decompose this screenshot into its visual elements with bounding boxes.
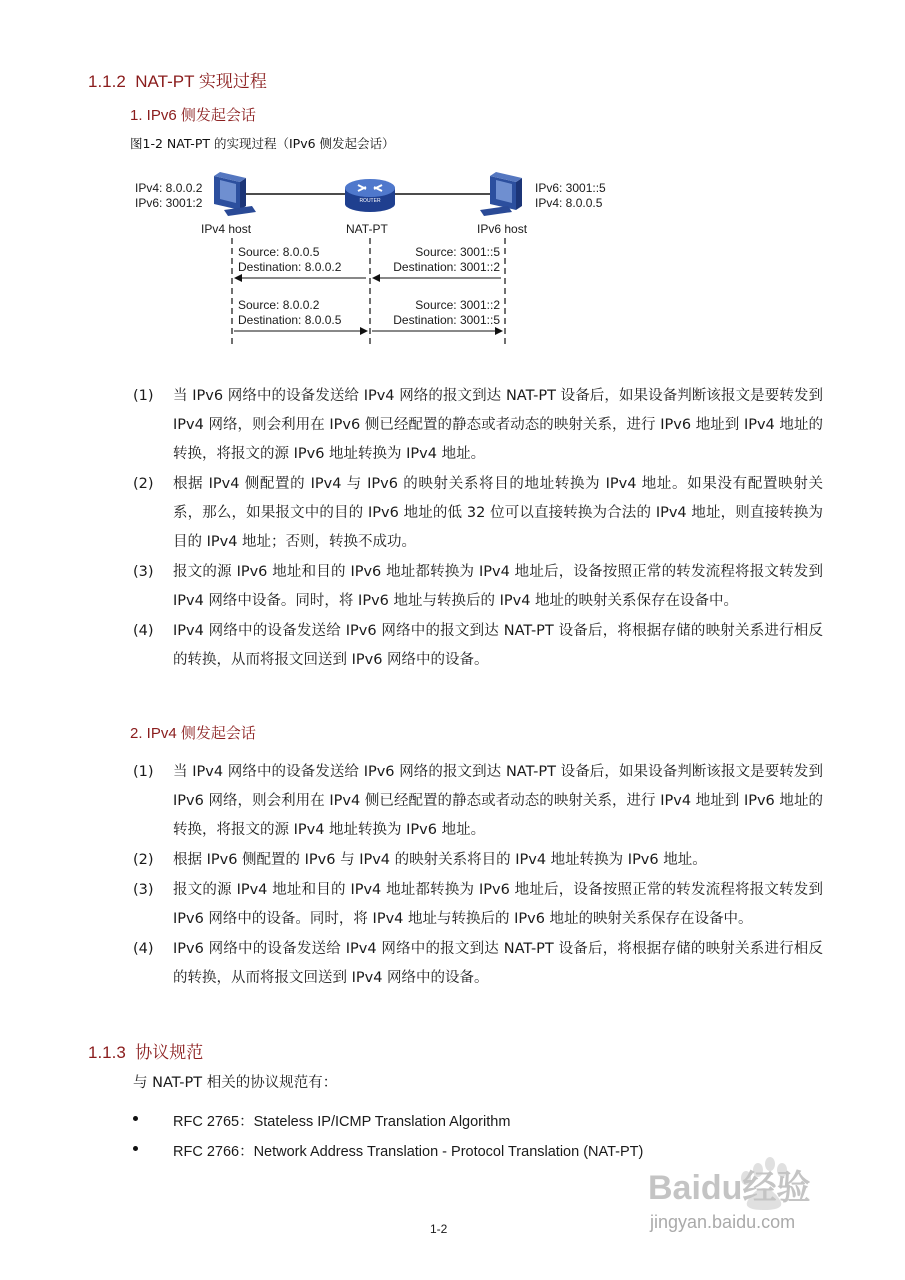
watermark-url: jingyan.baidu.com <box>650 1212 796 1232</box>
section-heading-specs <box>88 1038 203 1063</box>
right-host-addr-1: IPv6: 3001::5 <box>535 181 606 195</box>
list-item <box>133 382 823 469</box>
item-text: IPv4 网络中的设备发送给 IPv6 网络中的报文到达 NAT-PT 设备后，将根据存储的映射关系进行相反的转换，从而将报文回送到 IPv6 网络中的设备。 <box>173 623 823 668</box>
item-text: 根据 IPv6 侧配置的 IPv6 与 IPv4 的映射关系将目的 IPv4 地址转换为 IPv6 地址。 <box>173 852 707 868</box>
list-item <box>133 935 823 993</box>
item-text: 当 IPv6 网络中的设备发送给 IPv4 网络的报文到达 NAT-PT 设备后，如果设备判断该报文是要转发到 IPv4 网络，则会利用在 IPv6 侧已经配置的静态或者动态的映射关系，进行 IPv6 地址到 IPv4 地址的转换，将报文的源 IPv6 地址转换为 IPv4 地址。 <box>173 388 823 462</box>
section-number: 1.1.2 <box>88 72 126 91</box>
router-badge: ROUTER <box>359 198 381 204</box>
flow2-right-label <box>390 298 500 328</box>
item-text: 报文的源 IPv4 地址和目的 IPv4 地址都转换为 IPv6 地址后，设备按照正常的转发流程将报文转发到 IPv6 网络中的设备。同时，将 IPv4 地址与转换后的 IPv6 地址的映射关系保存在设备中。 <box>173 882 823 927</box>
spec-text: RFC 2765：Stateless IP/ICMP Translation Algorithm <box>173 1114 511 1130</box>
left-host-addr-1: IPv4: 8.0.0.2 <box>135 181 203 195</box>
router-icon <box>345 179 395 212</box>
flow2-left-destination: Destination: 8.0.0.5 <box>238 313 342 327</box>
right-host-label: IPv6 host <box>477 222 528 236</box>
ipv6-initiated-steps <box>133 382 823 676</box>
item-text: 根据 IPv4 侧配置的 IPv4 与 IPv6 的映射关系将目的地址转换为 IPv4 地址。如果没有配置映射关系，那么，如果报文中的目的 IPv6 地址的低 32 位可以直接转换为合法的 IPv4 地址，则直接转换为目的 IPv4 地址；否则，转换不成功。 <box>173 476 823 550</box>
bullet-dot <box>133 1146 138 1151</box>
section-title: 协议规范 <box>135 1043 204 1062</box>
subsection-heading-ipv6: 1. IPv6 侧发起会话 <box>130 107 256 124</box>
flow2-left-source: Source: 8.0.0.2 <box>238 298 320 312</box>
spec-intro: 与 NAT-PT 相关的协议规范有： <box>133 1075 338 1091</box>
right-host-addr-2: IPv4: 8.0.0.5 <box>535 196 603 210</box>
list-item <box>133 876 823 934</box>
item-text: IPv6 网络中的设备发送给 IPv4 网络中的报文到达 NAT-PT 设备后，将根据存储的映射关系进行相反的转换，从而将报文回送到 IPv4 网络中的设备。 <box>173 941 823 986</box>
flow2-right-destination: Destination: 3001::5 <box>393 313 500 327</box>
list-item <box>133 758 823 845</box>
flow1-left-label <box>238 245 341 275</box>
item-number: (2) <box>133 852 154 868</box>
left-host-addr-2: IPv6: 3001:2 <box>135 196 203 210</box>
item-number: (4) <box>133 623 154 639</box>
flow1-left-destination: Destination: 8.0.0.2 <box>238 260 342 274</box>
list-item <box>133 558 823 616</box>
section-number: 1.1.3 <box>88 1043 126 1062</box>
item-number: (4) <box>133 941 154 957</box>
list-item <box>133 617 823 675</box>
flow1-right-label <box>390 245 500 275</box>
router-label: NAT-PT <box>346 222 388 236</box>
left-host-address <box>135 181 202 211</box>
flow1-right-source: Source: 3001::5 <box>415 245 500 259</box>
item-number: (3) <box>133 882 154 898</box>
page-number: 1-2 <box>430 1222 448 1236</box>
item-text: 当 IPv4 网络中的设备发送给 IPv6 网络的报文到达 NAT-PT 设备后，如果设备判断该报文是要转发到 IPv6 网络，则会利用在 IPv4 侧已经配置的静态或者动态的映射关系，进行 IPv4 地址到 IPv6 地址的转换，将报文的源 IPv4 地址转换为 IPv6 地址。 <box>173 764 823 838</box>
item-text: 报文的源 IPv6 地址和目的 IPv6 地址都转换为 IPv4 地址后，设备按照正常的转发流程将报文转发到 IPv4 网络中设备。同时，将 IPv6 地址与转换后的 IPv4 地址的映射关系保存在设备中。 <box>173 564 823 609</box>
flow2-right-source: Source: 3001::2 <box>415 298 500 312</box>
list-item <box>133 846 823 875</box>
subsection-heading-ipv4: 2. IPv4 侧发起会话 <box>130 725 256 742</box>
spec-text: RFC 2766：Network Address Translation - Protocol Translation (NAT-PT) <box>173 1144 644 1160</box>
figure-caption: 图1-2 NAT-PT 的实现过程（IPv6 侧发起会话） <box>130 136 395 151</box>
list-item <box>133 470 823 557</box>
section-title: NAT-PT 实现过程 <box>135 72 267 91</box>
flow2-left-label <box>238 298 341 328</box>
ipv4-initiated-steps <box>133 758 823 994</box>
item-number: (1) <box>133 764 154 780</box>
item-number: (1) <box>133 388 154 404</box>
flow1-left-source: Source: 8.0.0.5 <box>238 245 320 259</box>
flow1-right-destination: Destination: 3001::2 <box>393 260 500 274</box>
right-host-address <box>535 181 606 211</box>
bullet-dot <box>133 1116 138 1121</box>
left-host-label: IPv4 host <box>201 222 252 236</box>
item-number: (2) <box>133 476 154 492</box>
item-number: (3) <box>133 564 154 580</box>
watermark-brand: Baidu经验 <box>648 1169 811 1207</box>
